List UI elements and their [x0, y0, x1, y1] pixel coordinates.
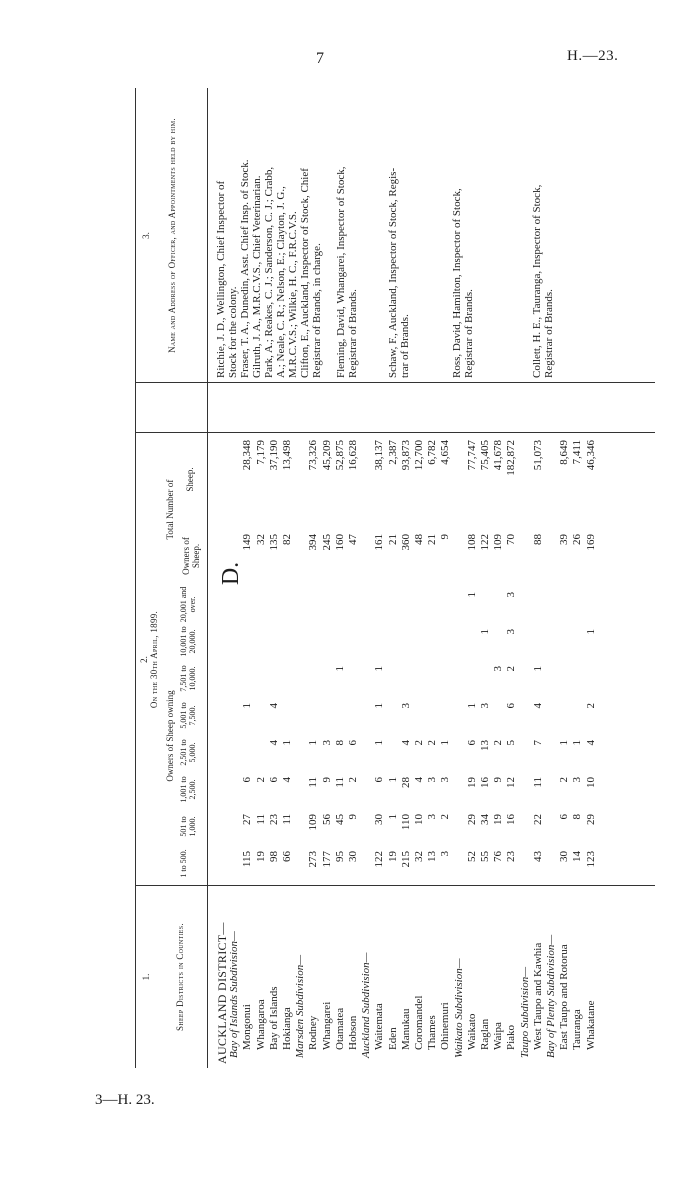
table-row [241, 424, 254, 1064]
total-group-header: Total Number of [165, 479, 175, 540]
header-bottom-rule [207, 88, 208, 1068]
row-label: Rodney [307, 1015, 320, 1050]
table-cell: 10 [413, 814, 425, 825]
table-cell: 6 [465, 740, 478, 746]
table-cell: 1 [386, 777, 399, 783]
table-cell: 46,346 [584, 440, 597, 471]
table-cell: 93,873 [399, 440, 412, 471]
table-row [519, 424, 532, 1064]
table-cell: 2 [505, 666, 518, 672]
table-cell: 23 [505, 851, 518, 862]
row-label: Waikato Subdivision— [452, 958, 465, 1058]
table-cell: 109 [307, 814, 320, 831]
row-label: Whakatane [584, 1000, 597, 1050]
row-label: Hokianga [281, 1007, 293, 1050]
table-cell: 11 [307, 777, 320, 788]
table-cell: 1 [465, 592, 478, 598]
table-cell: 43 [531, 851, 544, 862]
table-cell: 11 [531, 777, 544, 788]
table-row [571, 424, 584, 1064]
table-cell: 7,411 [571, 440, 584, 465]
table-cell: 11 [281, 814, 293, 825]
document-reference: H.—23. [567, 48, 619, 64]
table-cell: 19 [492, 814, 505, 825]
table-row [479, 424, 492, 1064]
table-cell: 4 [267, 740, 280, 746]
table-cell: 6,782 [426, 440, 439, 465]
officer-line: trar of Brands. [399, 314, 411, 378]
table-cell: 28,348 [241, 440, 254, 471]
row-label: Otamatea [333, 1007, 346, 1050]
table-cell: 66 [281, 851, 293, 862]
table-cell: 3 [439, 851, 452, 857]
table-row [347, 424, 360, 1064]
table-cell: 45,209 [320, 440, 333, 471]
table-cell: 6 [505, 703, 518, 709]
table-cell: 14 [571, 851, 584, 862]
section-letter: D. [218, 561, 245, 586]
table-cell: 1 [479, 629, 491, 635]
officer-line: Collett, H. E., Tauranga, Inspector of Stock, [531, 184, 543, 378]
table-cell: 3 [320, 740, 333, 746]
table-row [334, 424, 347, 1064]
table-cell: 8,649 [558, 440, 571, 465]
table-cell: 32 [413, 851, 425, 862]
table-cell: 30 [373, 814, 386, 825]
table-cell: 2 [413, 740, 425, 746]
officer-entry [215, 159, 323, 378]
table-cell: 82 [281, 534, 293, 545]
table-top-rule [135, 88, 136, 1068]
table-cell: 11 [254, 814, 267, 825]
table-cell: 77,747 [465, 440, 478, 471]
row-label: Piako [505, 1024, 518, 1050]
table-row [505, 424, 518, 1064]
table-cell: 1 [333, 666, 346, 672]
officer-entry [531, 185, 555, 378]
table-row [545, 424, 558, 1064]
table-cell: 16,628 [347, 440, 359, 471]
table-cell: 4 [281, 777, 293, 783]
table-cell: 11 [333, 777, 346, 788]
table-cell: 3 [426, 814, 439, 820]
table-cell: 1 [465, 703, 478, 709]
owners-of-sheep-header: Owners of Sheep. [181, 537, 202, 575]
table-cell: 1 [386, 814, 399, 820]
table-cell: 3 [479, 703, 491, 709]
table-cell: 30 [347, 851, 359, 862]
table-cell: 215 [399, 851, 412, 868]
table-cell: 13 [479, 740, 491, 751]
table-row [453, 424, 466, 1064]
row-label: Mongonui [241, 1004, 254, 1050]
table-row [228, 424, 241, 1064]
table-cell: 21 [386, 534, 399, 545]
table-cell: 16 [479, 777, 491, 788]
table-row [373, 424, 386, 1064]
col-divider-3 [135, 382, 655, 383]
table-cell: 70 [505, 534, 518, 545]
range-header: 501 to 1,000. [179, 816, 198, 837]
table-cell: 2 [439, 814, 452, 820]
table-cell: 109 [492, 534, 505, 551]
table-cell: 1 [373, 666, 386, 672]
table-cell: 1 [373, 740, 386, 746]
officer-line: Registrar of Brands. [543, 289, 555, 378]
table-cell: 2 [584, 703, 597, 709]
table-cell: 110 [399, 814, 412, 831]
table-cell: 2 [347, 777, 359, 783]
table-row [294, 424, 307, 1064]
table-row [307, 424, 320, 1064]
table-cell: 1 [571, 740, 584, 746]
table-cell: 75,405 [479, 440, 491, 471]
table-cell: 2 [254, 777, 267, 783]
officer-line: Ritchie, J. D., Wellington, Chief Inspector of [215, 180, 227, 378]
officer-entry [451, 188, 475, 378]
officer-line: Registrar of Brands. [463, 289, 475, 378]
table-cell: 19 [465, 777, 478, 788]
table-cell: 38,137 [373, 440, 386, 471]
table-cell: 28 [399, 777, 412, 788]
sheep-total-header: Sheep. [185, 467, 195, 492]
range-header: 1 to 500. [179, 849, 188, 878]
table-cell: 22 [531, 814, 544, 825]
table-cell: 34 [479, 814, 491, 825]
table-row [360, 424, 373, 1064]
table-cell: 6 [558, 814, 571, 820]
table-cell: 1 [373, 703, 386, 709]
row-label: East Taupo and Rotorua [558, 944, 571, 1050]
table-row [387, 424, 400, 1064]
row-label: Waikato [465, 1013, 478, 1050]
table-cell: 12 [505, 777, 518, 788]
table-cell: 2 [492, 740, 505, 746]
table-cell: 135 [267, 534, 280, 551]
table-row [255, 424, 268, 1064]
table-row [492, 424, 505, 1064]
officer-line: Fraser, T. A., Dunedin, Asst. Chief Insp. of Stock. [239, 159, 251, 378]
table-cell: 2 [426, 740, 439, 746]
range-header: 7,501 to 10,000. [179, 665, 198, 692]
table-cell: 1 [241, 703, 254, 709]
table-cell: 41,678 [492, 440, 505, 471]
table-cell: 98 [267, 851, 280, 862]
range-header: 1,001 to 2,500. [179, 776, 198, 803]
table-row [400, 424, 413, 1064]
row-label: Auckland Subdivision— [360, 952, 373, 1058]
table-cell: 47 [347, 534, 359, 545]
table-cell: 19 [386, 851, 399, 862]
table-cell: 1 [531, 666, 544, 672]
table-row [558, 424, 571, 1064]
col2-title: On the 30th April, 1899. [149, 610, 159, 709]
table-row [426, 424, 439, 1064]
table-cell: 7,179 [254, 440, 267, 465]
table-cell: 52 [465, 851, 478, 862]
table-cell: 160 [333, 534, 346, 551]
table-cell: 108 [465, 534, 478, 551]
row-label: Raglan [479, 1018, 491, 1050]
table-cell: 16 [505, 814, 518, 825]
table-cell: 7 [531, 740, 544, 746]
table-cell: 3 [399, 703, 412, 709]
table-cell: 122 [479, 534, 491, 551]
col1-title: Sheep Districts in Counties. [175, 923, 185, 1031]
table-cell: 29 [465, 814, 478, 825]
row-label: Whangaroa [254, 999, 267, 1050]
officer-line: Ross, David, Hamilton, Inspector of Stock, [451, 188, 463, 378]
table-cell: 360 [399, 534, 412, 551]
table-cell: 4 [584, 740, 597, 746]
table-cell: 51,073 [531, 440, 544, 471]
officer-line: Schaw, F., Auckland, Inspector of Stock, Regis- [387, 167, 399, 378]
table-cell: 394 [307, 534, 320, 551]
table-cell: 6 [241, 777, 254, 783]
table-row [413, 424, 426, 1064]
row-label: Tauranga [571, 1009, 584, 1050]
row-label: Bay of Plenty Subdivision— [545, 934, 557, 1058]
table-cell: 245 [320, 534, 333, 551]
table-cell: 169 [584, 534, 597, 551]
row-label: Manukau [399, 1008, 412, 1050]
table-cell: 3 [426, 777, 439, 783]
table-cell: 73,326 [307, 440, 320, 471]
table-cell: 149 [241, 534, 254, 551]
table-cell: 13 [426, 851, 439, 862]
row-label: Eden [386, 1027, 399, 1050]
table-cell: 27 [241, 814, 254, 825]
row-label: Bay of Islands [267, 986, 280, 1050]
page-number: 7 [316, 50, 324, 67]
row-label: West Taupo and Kawhia [531, 942, 544, 1050]
officer-line: Park, A.; Reakes, C. J.; Sanderson, C. J.; Crabb, [263, 166, 275, 378]
row-label: Waipa [492, 1022, 505, 1050]
table-cell: 32 [254, 534, 267, 545]
officer-line: M.R.C.V.S.; Wilkie, H. C., F.R.C.V.S. [287, 211, 299, 378]
table-cell: 8 [333, 740, 346, 746]
table-cell: 10 [584, 777, 597, 788]
table-cell: 115 [241, 851, 254, 868]
officer-line: A.; Neale, C. R.; Nelson, E.; Clayton, J. G., [275, 186, 287, 378]
col1-number: 1. [141, 973, 151, 981]
officer-entry [335, 167, 359, 379]
table-cell: 21 [426, 534, 439, 545]
table-cell: 4 [267, 703, 280, 709]
range-header: 10,001 to 20,000. [179, 626, 198, 657]
table-cell: 5 [505, 740, 518, 746]
table-cell: 3 [505, 592, 518, 598]
col3-title: Name and Address of Officer, and Appointments held by him. [167, 118, 177, 353]
row-label: Bay of Islands Subdivision— [228, 931, 241, 1058]
table-row [268, 424, 281, 1064]
table-row [321, 424, 334, 1064]
table-cell: 95 [333, 851, 346, 862]
officer-line: Clifton, E., Auckland, Inspector of Stock, Chief [299, 168, 311, 378]
col2-number: 2. [139, 656, 149, 663]
table-cell: 3 [492, 666, 505, 672]
row-label: Waitemata [373, 1003, 386, 1050]
table-row [439, 424, 452, 1064]
table-cell: 123 [584, 851, 597, 868]
officer-entry [387, 168, 411, 378]
table-row [532, 424, 545, 1064]
table-row [585, 424, 598, 1064]
table-cell: 6 [373, 777, 386, 783]
col3-number: 3. [141, 232, 151, 239]
table-cell: 9 [439, 534, 452, 540]
row-label: Hobson [347, 1015, 359, 1050]
table-cell: 76 [492, 851, 505, 862]
row-label: Whangarei [320, 1001, 333, 1050]
table-cell: 23 [267, 814, 280, 825]
table-cell: 273 [307, 851, 320, 868]
table-cell: 26 [571, 534, 584, 545]
table-cell: 45 [333, 814, 346, 825]
table-cell: 52,875 [333, 440, 346, 471]
table-cell: 4 [413, 777, 425, 783]
table-cell: 30 [558, 851, 571, 862]
table-cell: 6 [267, 777, 280, 783]
table-cell: 4 [531, 703, 544, 709]
table-cell: 9 [320, 777, 333, 783]
sheep-table-frame [135, 88, 655, 1068]
table-cell: 9 [347, 814, 359, 820]
table-cell: 1 [584, 629, 597, 635]
officer-line: Stock for the colony. [227, 286, 239, 378]
table-cell: 39 [558, 534, 571, 545]
table-cell: 13,498 [281, 440, 293, 471]
table-cell: 37,190 [267, 440, 280, 471]
table-cell: 12,700 [413, 440, 425, 471]
table-cell: 3 [439, 777, 452, 783]
sheep-table [135, 88, 655, 1068]
footer-reference: 3—H. 23. [95, 1092, 155, 1108]
row-label: Coromandel [413, 995, 425, 1050]
table-cell: 56 [320, 814, 333, 825]
table-cell: 29 [584, 814, 597, 825]
table-row [281, 424, 294, 1064]
range-header: 2,501 to 5,000. [179, 739, 198, 766]
table-row [215, 424, 228, 1064]
row-label: Thames [426, 1015, 439, 1050]
table-cell: 1 [558, 740, 571, 746]
table-cell: 8 [571, 814, 584, 820]
table-cell: 2 [558, 777, 571, 783]
table-cell: 3 [505, 629, 518, 635]
table-cell: 19 [254, 851, 267, 862]
row-label: Taupo Subdivision— [518, 967, 531, 1058]
officer-line: Registrar of Brands. [347, 289, 359, 378]
range-header: 20,001 and over. [179, 586, 198, 623]
table-cell: 161 [373, 534, 386, 551]
officer-line: Registrar of Brands, in charge. [311, 243, 323, 378]
row-label: AUCKLAND DISTRICT— [215, 922, 229, 1064]
table-cell: 9 [492, 777, 505, 783]
table-cell: 48 [413, 534, 425, 545]
table-cell: 3 [571, 777, 584, 783]
table-cell: 182,872 [505, 440, 518, 476]
range-header: 5,001 to 7,500. [179, 702, 198, 729]
row-label: Marsden Subdivision— [294, 955, 307, 1058]
table-cell: 4,654 [439, 440, 452, 465]
table-cell: 88 [531, 534, 544, 545]
table-cell: 1 [307, 740, 320, 746]
table-cell: 2,387 [386, 440, 399, 465]
table-row [466, 424, 479, 1064]
table-cell: 177 [320, 851, 333, 868]
table-cell: 4 [399, 740, 412, 746]
table-cell: 1 [281, 740, 293, 746]
officer-line: Fleming, David, Whangarei, Inspector of Stock, [335, 166, 347, 378]
table-cell: 6 [347, 740, 359, 746]
row-label: Ohinemuri [439, 1002, 452, 1050]
table-cell: 1 [439, 740, 452, 746]
table-cell: 122 [373, 851, 386, 868]
officer-line: Gilruth, J. A., M.R.C.V.S., Chief Veterinarian. [251, 175, 263, 378]
owners-group-header: Owners of Sheep owning [165, 690, 175, 782]
table-cell: 55 [479, 851, 491, 862]
